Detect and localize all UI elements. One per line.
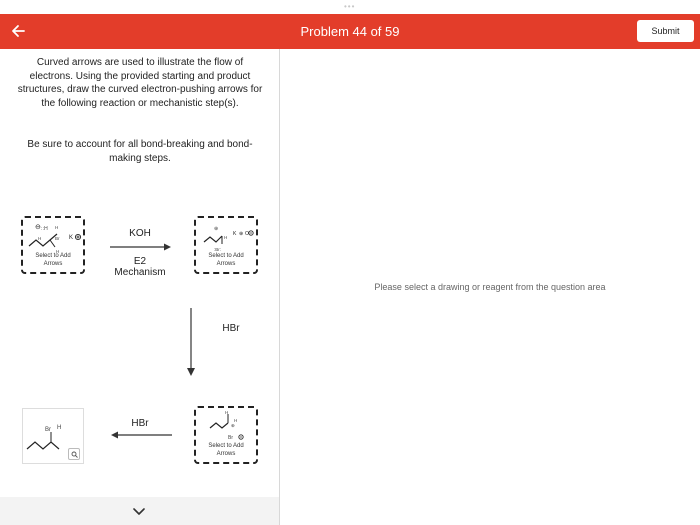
chevron-down-icon bbox=[133, 508, 145, 516]
answer-placeholder: Please select a drawing or reagent from the question area bbox=[374, 282, 606, 292]
reaction-arrow-down bbox=[185, 308, 197, 378]
drawbox-caption: Select to Add Arrows bbox=[35, 253, 71, 267]
reaction-arrow-right bbox=[110, 242, 172, 252]
product-structure-box[interactable] bbox=[22, 408, 84, 464]
reaction-arrow-left bbox=[110, 430, 172, 440]
intermediate-drawbox[interactable] bbox=[194, 216, 258, 274]
start-h3: H bbox=[56, 249, 60, 254]
box3-h2: H bbox=[234, 418, 238, 423]
intermediate2-drawbox[interactable] bbox=[194, 406, 258, 464]
svg-text:⊕: ⊕ bbox=[231, 423, 235, 428]
svg-text:∷H: ∷H bbox=[41, 226, 48, 232]
box2-h: H bbox=[224, 235, 228, 240]
start-k: K bbox=[69, 235, 74, 241]
browser-top-strip bbox=[0, 0, 700, 14]
box2-o: O bbox=[245, 231, 249, 237]
box3-br: Br bbox=[228, 435, 233, 441]
more-dots-icon: ••• bbox=[344, 2, 356, 11]
drawbox-caption: Select to Add Arrows bbox=[208, 253, 244, 267]
step3-reagent[interactable]: HBr bbox=[131, 418, 149, 429]
intermediate-structure bbox=[200, 220, 256, 256]
submit-button[interactable]: Submit bbox=[637, 20, 694, 42]
svg-text:⊕: ⊕ bbox=[239, 231, 244, 237]
step2-reagent[interactable]: HBr bbox=[222, 323, 240, 334]
step1-type: E2 Mechanism bbox=[114, 256, 166, 278]
start-h2: H bbox=[38, 236, 42, 241]
box2-k: K bbox=[233, 231, 237, 237]
starting-material-structure bbox=[27, 220, 83, 256]
product-br: Br bbox=[45, 427, 51, 433]
svg-text:⊖: ⊖ bbox=[35, 224, 41, 231]
svg-text::Br:: :Br: bbox=[214, 247, 222, 252]
step1-reagent[interactable]: KOH bbox=[129, 228, 151, 239]
box3-h1: H bbox=[225, 410, 229, 415]
question-note: Be sure to account for all bond-breaking and bond-making steps. bbox=[27, 139, 253, 164]
magnifier-icon bbox=[71, 451, 78, 458]
starting-material-drawbox[interactable] bbox=[21, 216, 85, 274]
question-intro: Curved arrows are used to illustrate the flow of electrons. Using the provided starting and product structures, draw the curved electron-pushing arrows for the following reaction or mechanistic step(s). bbox=[17, 57, 263, 109]
product-h: H bbox=[57, 425, 62, 431]
intermediate2-structure bbox=[200, 410, 256, 446]
header-bar bbox=[0, 14, 700, 49]
zoom-button[interactable] bbox=[68, 448, 80, 460]
expand-button[interactable] bbox=[131, 506, 147, 518]
problem-counter: Problem 44 of 59 bbox=[300, 24, 400, 39]
start-h1: H bbox=[55, 225, 59, 230]
drawbox-caption: Select to Add Arrows bbox=[208, 443, 244, 457]
start-br: Br bbox=[55, 236, 60, 241]
svg-text:⊕: ⊕ bbox=[214, 226, 219, 232]
